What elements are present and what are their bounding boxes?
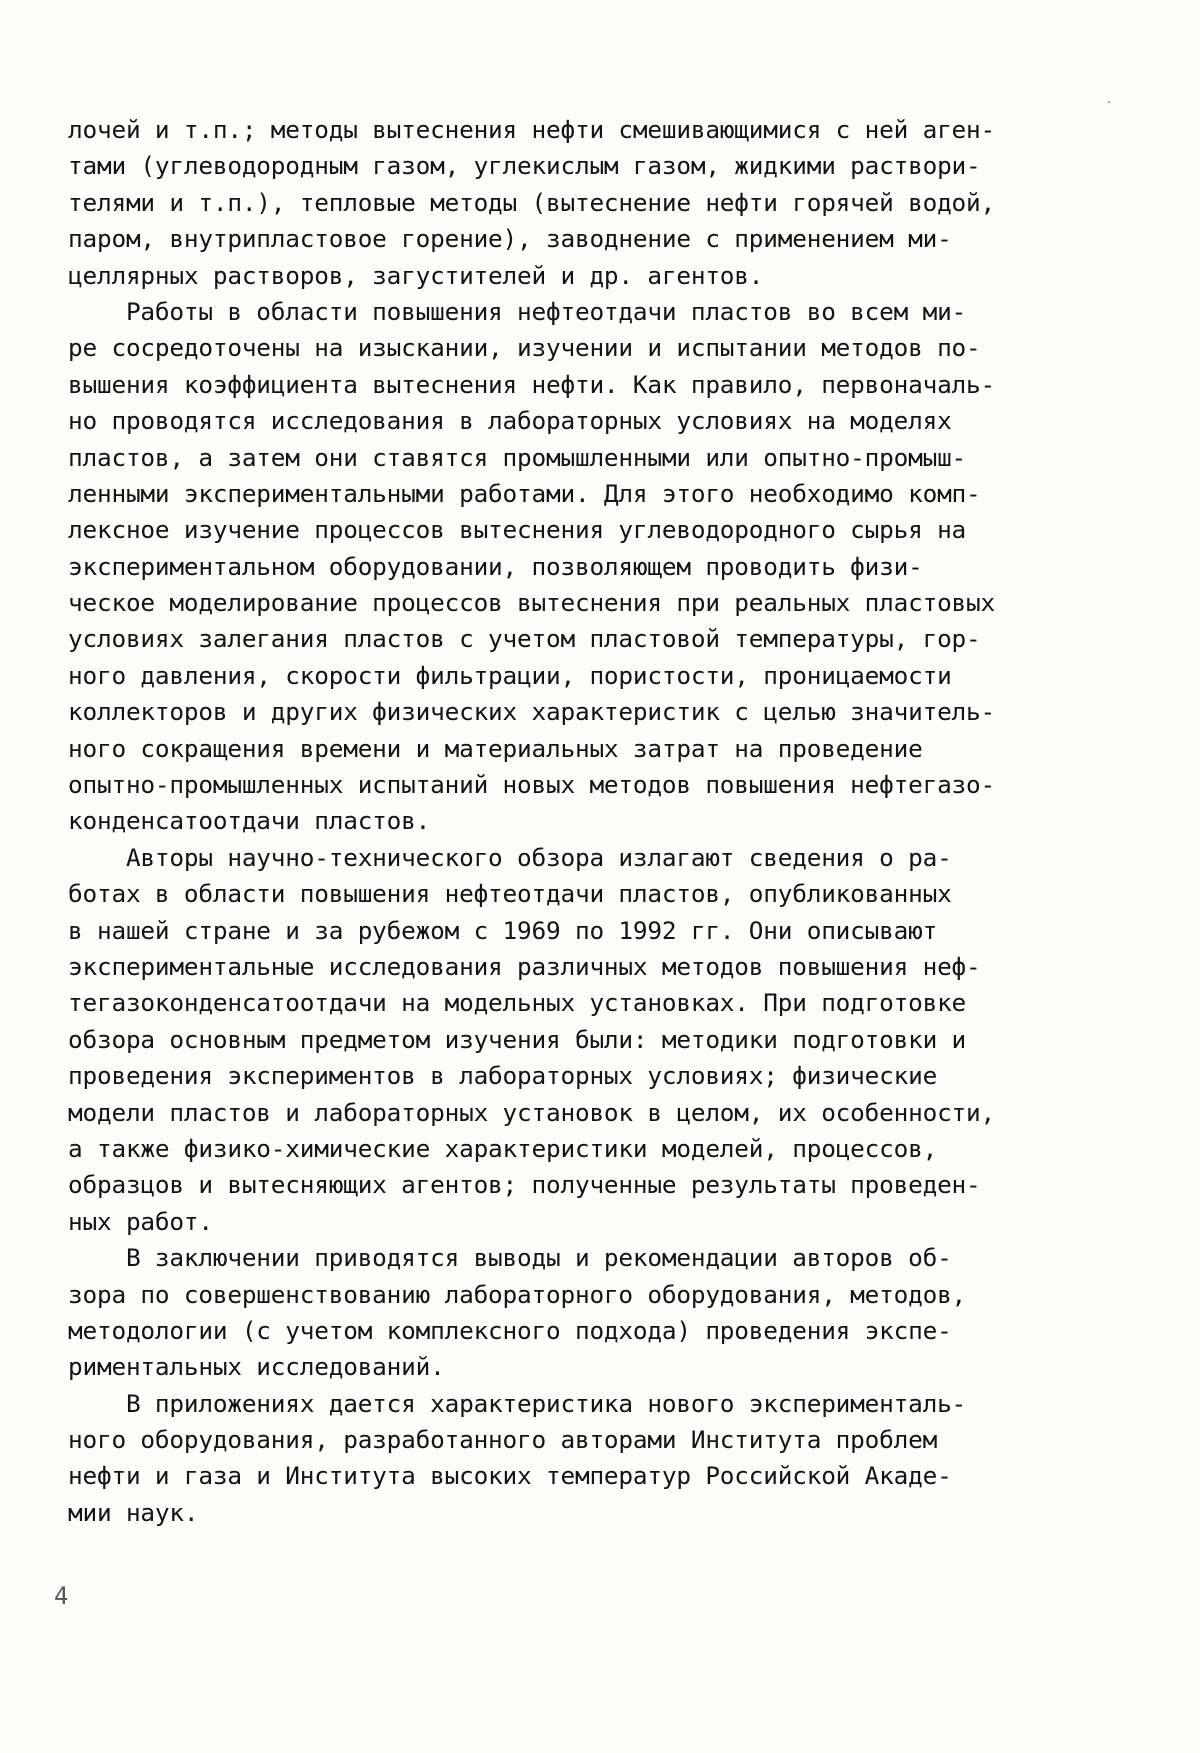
text-line: риментальных исследований. [68, 1352, 445, 1382]
text-line: обзора основным предметом изучения были: методики подготовки и [68, 1024, 967, 1054]
text-line: мии наук. [68, 1497, 199, 1527]
paragraph [68, 1240, 1078, 1386]
text-line: ленными экспериментальными работами. Для этого необходимо комп- [68, 478, 981, 508]
body-text [68, 112, 1078, 1531]
text-line: опытно-промышленных испытаний новых методов повышения нефтегазо- [68, 770, 996, 800]
text-line: а также физико-химические характеристики моделей, процессов, [68, 1133, 938, 1163]
text-line: проведения экспериментов в лабораторных условиях; физические [68, 1061, 938, 1091]
paragraph [68, 1386, 1078, 1532]
text-line: условиях залегания пластов с учетом пластовой температуры, гор- [68, 624, 981, 654]
text-line: Работы в области повышения нефтеотдачи пластов во всем ми- [68, 296, 967, 326]
text-line: тами (углеводородным газом, углекислым газом, жидкими раствори- [68, 151, 981, 181]
text-line: ческое моделирование процессов вытеснения при реальных пластовых [68, 588, 996, 618]
paragraph [68, 112, 1078, 294]
text-line: целлярных растворов, загустителей и др. агентов. [68, 260, 764, 290]
scan-speck [1108, 101, 1110, 103]
text-line: нефти и газа и Института высоких температур Российской Акаде- [68, 1461, 952, 1491]
text-line: экспериментальные исследования различных методов повышения неф- [68, 951, 981, 981]
text-line: коллекторов и других физических характеристик с целью значитель- [68, 697, 996, 727]
text-line: образцов и вытесняющих агентов; полученные результаты проведен- [68, 1170, 981, 1200]
text-line: ного оборудования, разработанного авторами Института проблем [68, 1425, 938, 1455]
page-number: 4 [54, 1582, 69, 1610]
text-line: зора по совершенствованию лабораторного оборудования, методов, [68, 1279, 967, 1309]
text-line: В приложениях дается характеристика нового эксперименталь- [68, 1388, 967, 1418]
paragraph [68, 840, 1078, 1240]
text-line: лочей и т.п.; методы вытеснения нефти смешивающимися с ней аген- [68, 115, 996, 144]
text-line: модели пластов и лабораторных установок в целом, их особенности, [68, 1097, 996, 1127]
text-line: ре сосредоточены на изыскании, изучении и испытании методов по- [68, 333, 981, 363]
paragraph [68, 294, 1078, 840]
text-line: ных работ. [68, 1206, 213, 1236]
text-line: ного сокращения времени и материальных затрат на проведение [68, 733, 923, 763]
text-line: ного давления, скорости фильтрации, пористости, проницаемости [68, 660, 952, 690]
text-line: методологии (с учетом комплексного подхода) проведения экспе- [68, 1315, 952, 1345]
text-line: экспериментальном оборудовании, позволяющем проводить физи- [68, 551, 923, 581]
text-line: в нашей стране и за рубежом с 1969 по 1992 гг. Они описывают [68, 915, 938, 945]
text-line: лексное изучение процессов вытеснения углеводородного сырья на [68, 515, 967, 545]
text-line: Авторы научно-технического обзора излагают сведения о ра- [68, 842, 952, 872]
text-line: тегазоконденсатоотдачи на модельных установках. При подготовке [68, 988, 967, 1018]
text-line: конденсатоотдачи пластов. [68, 806, 431, 836]
text-line: вышения коэффициента вытеснения нефти. Как правило, первоначаль- [68, 369, 996, 399]
text-line: телями и т.п.), тепловые методы (вытеснение нефти горячей водой, [68, 187, 996, 217]
text-line: паром, внутрипластовое горение), заводнение с применением ми- [68, 224, 952, 254]
text-line: но проводятся исследования в лабораторных условиях на моделях [68, 406, 952, 436]
text-line: ботах в области повышения нефтеотдачи пластов, опубликованных [68, 879, 952, 909]
text-line: В заключении приводятся выводы и рекомендации авторов об- [68, 1243, 952, 1273]
text-line: пластов, а затем они ставятся промышленными или опытно-промыш- [68, 442, 967, 472]
